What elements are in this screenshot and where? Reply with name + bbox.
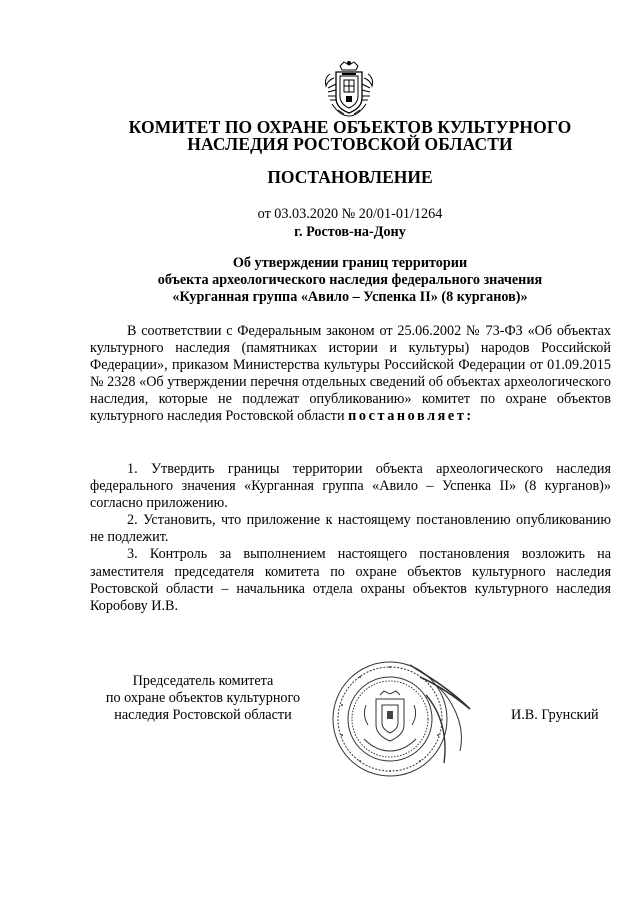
- resolution-item-3: 3. Контроль за выполнением настоящего постановления возложить на заместителя председателя комитета по охране объектов культурного наследия Ростовской области – начальника отдела охраны объектов культурного наследия Коробову И.В.: [90, 546, 611, 614]
- signatory-name: И.В. Грунский: [511, 707, 599, 723]
- date-number: от 03.03.2020 № 20/01-01/1264: [257, 206, 443, 222]
- organization-name: [90, 119, 610, 153]
- preamble-paragraph: [90, 323, 611, 426]
- org-line-1: КОМИТЕТ ПО ОХРАНЕ ОБЪЕКТОВ КУЛЬТУРНОГО: [128, 117, 572, 137]
- decree-word: постановляет:: [348, 408, 474, 425]
- resolution-item-2: 2. Установить, что приложение к настоящему постановлению опубликованию не подлежит.: [90, 512, 611, 546]
- official-seal: [330, 655, 480, 783]
- subject-line-3: «Курганная группа «Авило – Успенка II» (8 курганов)»: [172, 289, 528, 305]
- document-type: ПОСТАНОВЛЕНИЕ: [267, 167, 433, 187]
- position-line-2: по охране объектов культурного: [105, 690, 301, 706]
- signatory-position: [88, 673, 318, 724]
- subject-line-1: Об утверждении границ территории: [232, 255, 468, 271]
- subject-line-2: объекта археологического наследия федерального значения: [157, 272, 543, 288]
- org-line-2: НАСЛЕДИЯ РОСТОВСКОЙ ОБЛАСТИ: [187, 134, 513, 154]
- position-line-3: наследия Ростовской области: [114, 707, 292, 723]
- position-line-1: Председатель комитета: [132, 673, 274, 689]
- resolution-items: [90, 461, 611, 615]
- resolution-item-1: 1. Утвердить границы территории объекта археологического наследия федерального значения «Курганная группа «Авило – Успенка II» (8 курганов)» согласно приложению.: [90, 461, 611, 512]
- document-subject: [90, 255, 610, 306]
- preamble-text: В соответствии с Федеральным законом от 25.06.2002 № 73-ФЗ «Об объектах культурного наследия (памятниках истории и культуры) народов Российской Федерации», приказом Министерства культуры Российской Федерации от 01.09.2015 № 2328 «Об утверждении перечня отдельных сведений об объектах археологического наследия, которые не подлежат опубликованию» комитет по охране объектов культурного наследия Ростовской области: [90, 323, 611, 425]
- city: г. Ростов-на-Дону: [294, 224, 406, 240]
- coat-of-arms-emblem: [318, 58, 380, 120]
